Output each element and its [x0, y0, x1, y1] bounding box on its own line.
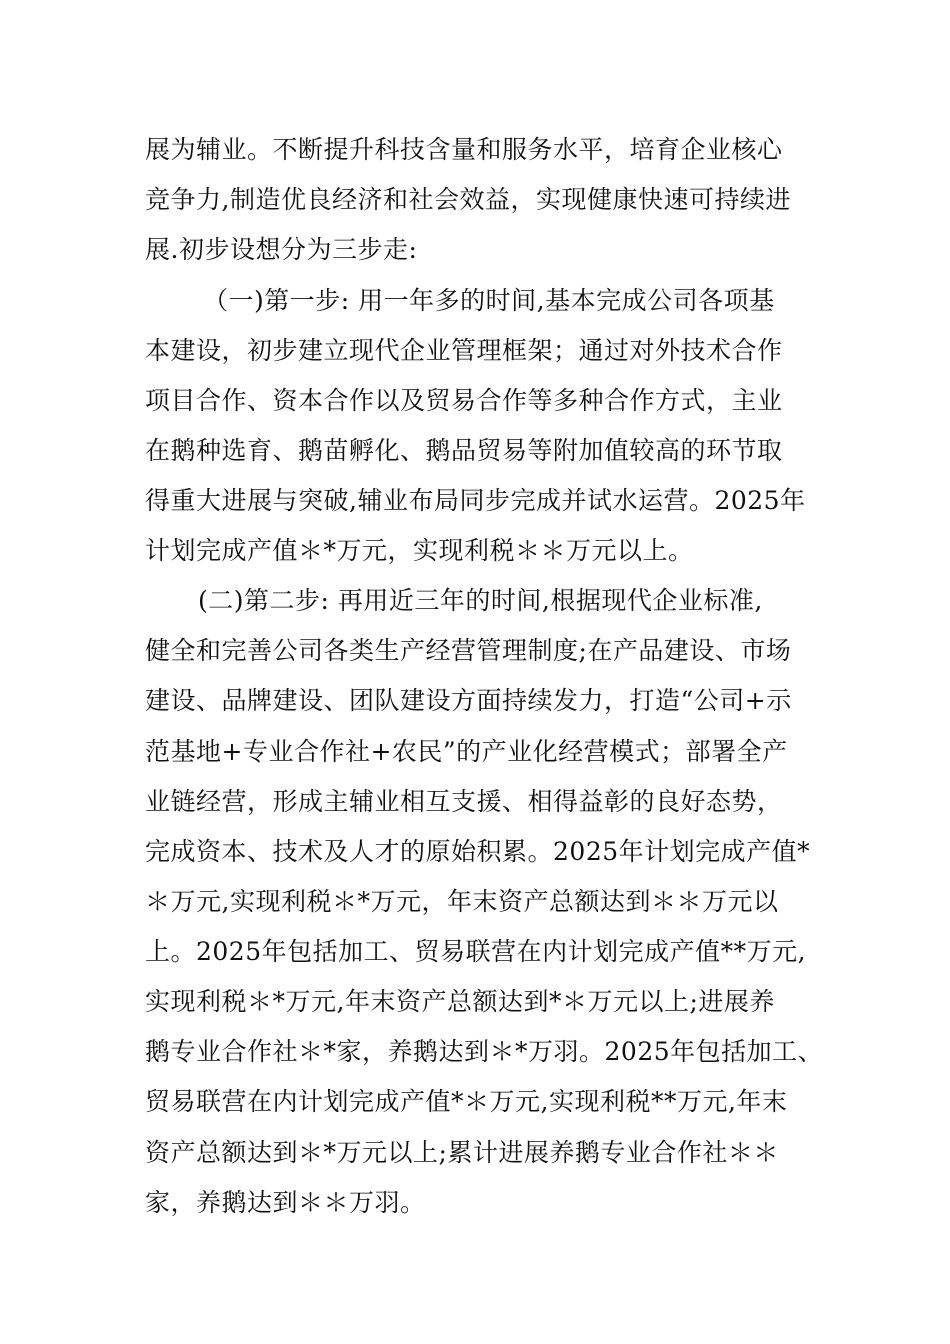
text-line: 鹅专业合作社＊*家，养鹅达到＊*万羽。2025年包括加工、: [145, 1037, 824, 1066]
text-line: 业链经营，形成主辅业相互支援、相得益彰的良好态势，: [145, 787, 783, 816]
text-line: 在鹅种选育、鹅苗孵化、鹅品贸易等附加值较高的环节取: [145, 436, 783, 465]
text-line: 计划完成产值＊*万元，实现利税＊＊万元以上。: [145, 536, 694, 565]
text-line: 上。2025年包括加工、贸易联营在内计划完成产值**万元,: [145, 937, 807, 966]
text-line: 完成资本、技术及人才的原始积累。2025年计划完成产值*: [145, 837, 811, 866]
text-line: 建设、品牌建设、团队建设方面持续发力，打造“公司+示: [145, 686, 792, 715]
text-line: 健全和完善公司各类生产经营管理制度;在产品建设、市场: [145, 636, 792, 665]
text-line: 家，养鹅达到＊＊万羽。: [145, 1188, 426, 1217]
text-line: ＊万元,实现利税＊*万元，年末资产总额达到＊＊万元以: [145, 887, 779, 916]
text-line: 贸易联营在内计划完成产值*＊万元,实现利税**万元,年末: [145, 1087, 788, 1116]
text-line: 范基地+专业合作社+农民”的产业化经营模式；部署全产: [145, 737, 788, 766]
text-line: 资产总额达到＊*万元以上;累计进展养鹅专业合作社＊＊: [145, 1138, 779, 1167]
text-line: (二)第二步: 再用近三年的时间,根据现代企业标准,: [198, 586, 763, 615]
text-line: （一)第一步: 用一年多的时间,基本完成公司各项基: [203, 286, 775, 315]
text-line: 本建设，初步建立现代企业管理框架；通过对外技术合作: [145, 336, 783, 365]
text-line: 展为辅业。不断提升科技含量和服务水平，培育企业核心: [145, 135, 783, 164]
text-line: 竞争力,制造优良经济和社会效益，实现健康快速可持续进: [145, 185, 791, 214]
text-line: 实现利税＊*万元,年末资产总额达到*＊万元以上;进展养: [145, 987, 775, 1016]
text-line: 得重大进展与突破,辅业布局同步完成并试水运营。2025年: [145, 486, 806, 515]
text-line: 展.初步设想分为三步走:: [145, 235, 418, 264]
text-line: 项目合作、资本合作以及贸易合作等多种合作方式，主业: [145, 386, 783, 415]
